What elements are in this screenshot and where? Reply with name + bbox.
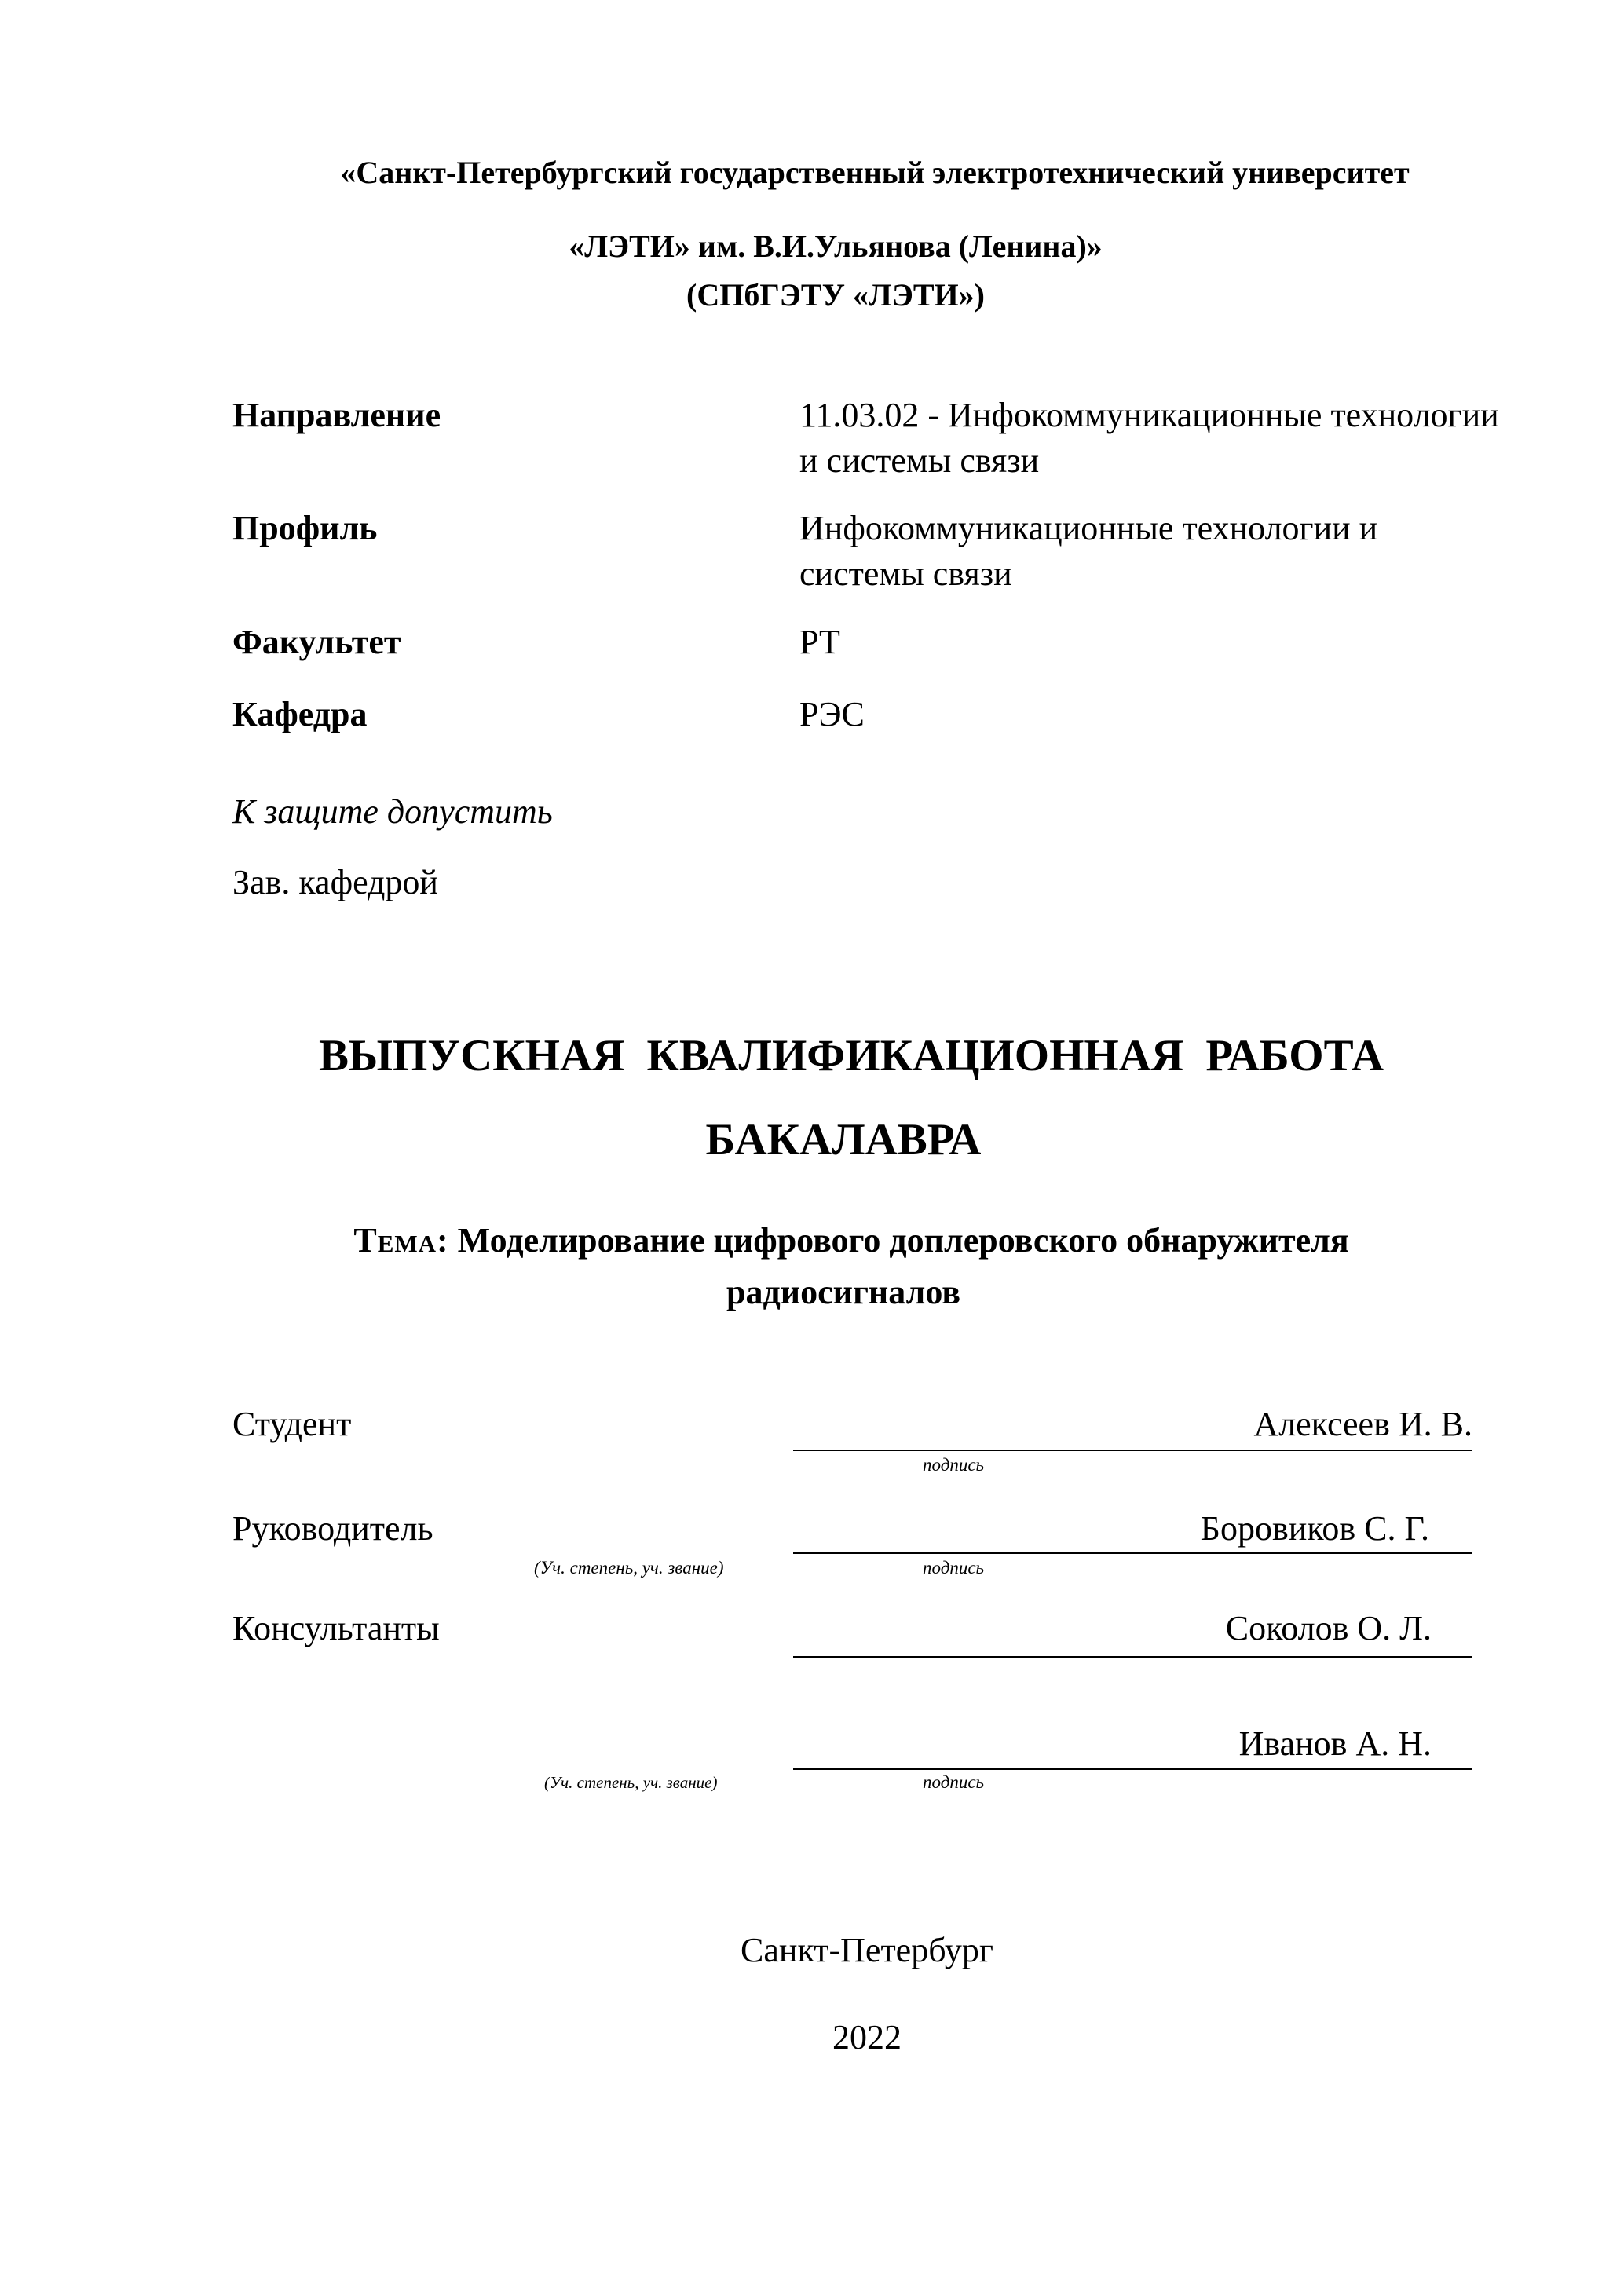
direction-value: 11.03.02 - Инфокоммуникационные технологии и системы связи [799, 396, 1499, 480]
student-signature-line [793, 1450, 1472, 1451]
consultant1-signature-line [793, 1656, 1472, 1658]
department-value: РЭС [799, 695, 865, 733]
department-label: Кафедра [232, 695, 368, 733]
student-signature-caption: подпись [923, 1455, 985, 1475]
student-name: Алексеев И. В. [1253, 1405, 1472, 1443]
direction-label: Направление [232, 396, 441, 434]
admit-to-defense: К защите допустить [232, 792, 553, 831]
consultants-role: Консультанты [232, 1609, 440, 1647]
document-title-line2: БАКАЛАВРА [705, 1115, 982, 1164]
head-of-department: Зав. кафедрой [232, 863, 438, 901]
profile-label: Профиль [232, 509, 378, 547]
consultant2-signature-caption: подпись [923, 1772, 985, 1792]
footer-year: 2022 [832, 2018, 902, 2057]
theme-label: Тема: [353, 1221, 449, 1260]
theme-line1 [39, 1216, 1624, 1266]
supervisor-role: Руководитель [232, 1509, 433, 1548]
university-name-line1: «Санкт-Петербургский государственный электротехнический университет [340, 155, 1410, 190]
consultant2-name: Иванов А. Н. [1238, 1724, 1432, 1763]
student-role: Студент [232, 1405, 352, 1443]
consultant1-name: Соколов О. Л. [1225, 1609, 1432, 1647]
university-abbreviation: (СПбГЭТУ «ЛЭТИ») [686, 277, 985, 313]
theme-text-line1: Моделирование цифрового доплеровского обнаружителя [457, 1221, 1349, 1260]
footer-city: Санкт-Петербург [741, 1931, 993, 1969]
supervisor-name: Боровиков С. Г. [1200, 1509, 1429, 1548]
theme-text-line2: радиосигналов [726, 1273, 961, 1311]
profile-value: Инфокоммуникационные технологии и системы связи [799, 509, 1378, 593]
consultant2-signature-line [793, 1768, 1472, 1770]
document-title-line1: ВЫПУСКНАЯ КВАЛИФИКАЦИОННАЯ РАБОТА [318, 1031, 1384, 1080]
faculty-label: Факультет [232, 623, 401, 661]
faculty-value: РТ [799, 623, 840, 661]
consultant2-degree-caption: (Уч. степень, уч. звание) [544, 1773, 718, 1792]
supervisor-signature-line [793, 1552, 1472, 1554]
university-name-line2: «ЛЭТИ» им. В.И.Ульянова (Ленина)» [569, 229, 1103, 264]
supervisor-signature-caption: подпись [923, 1558, 985, 1578]
supervisor-degree-caption: (Уч. степень, уч. звание) [534, 1558, 724, 1578]
